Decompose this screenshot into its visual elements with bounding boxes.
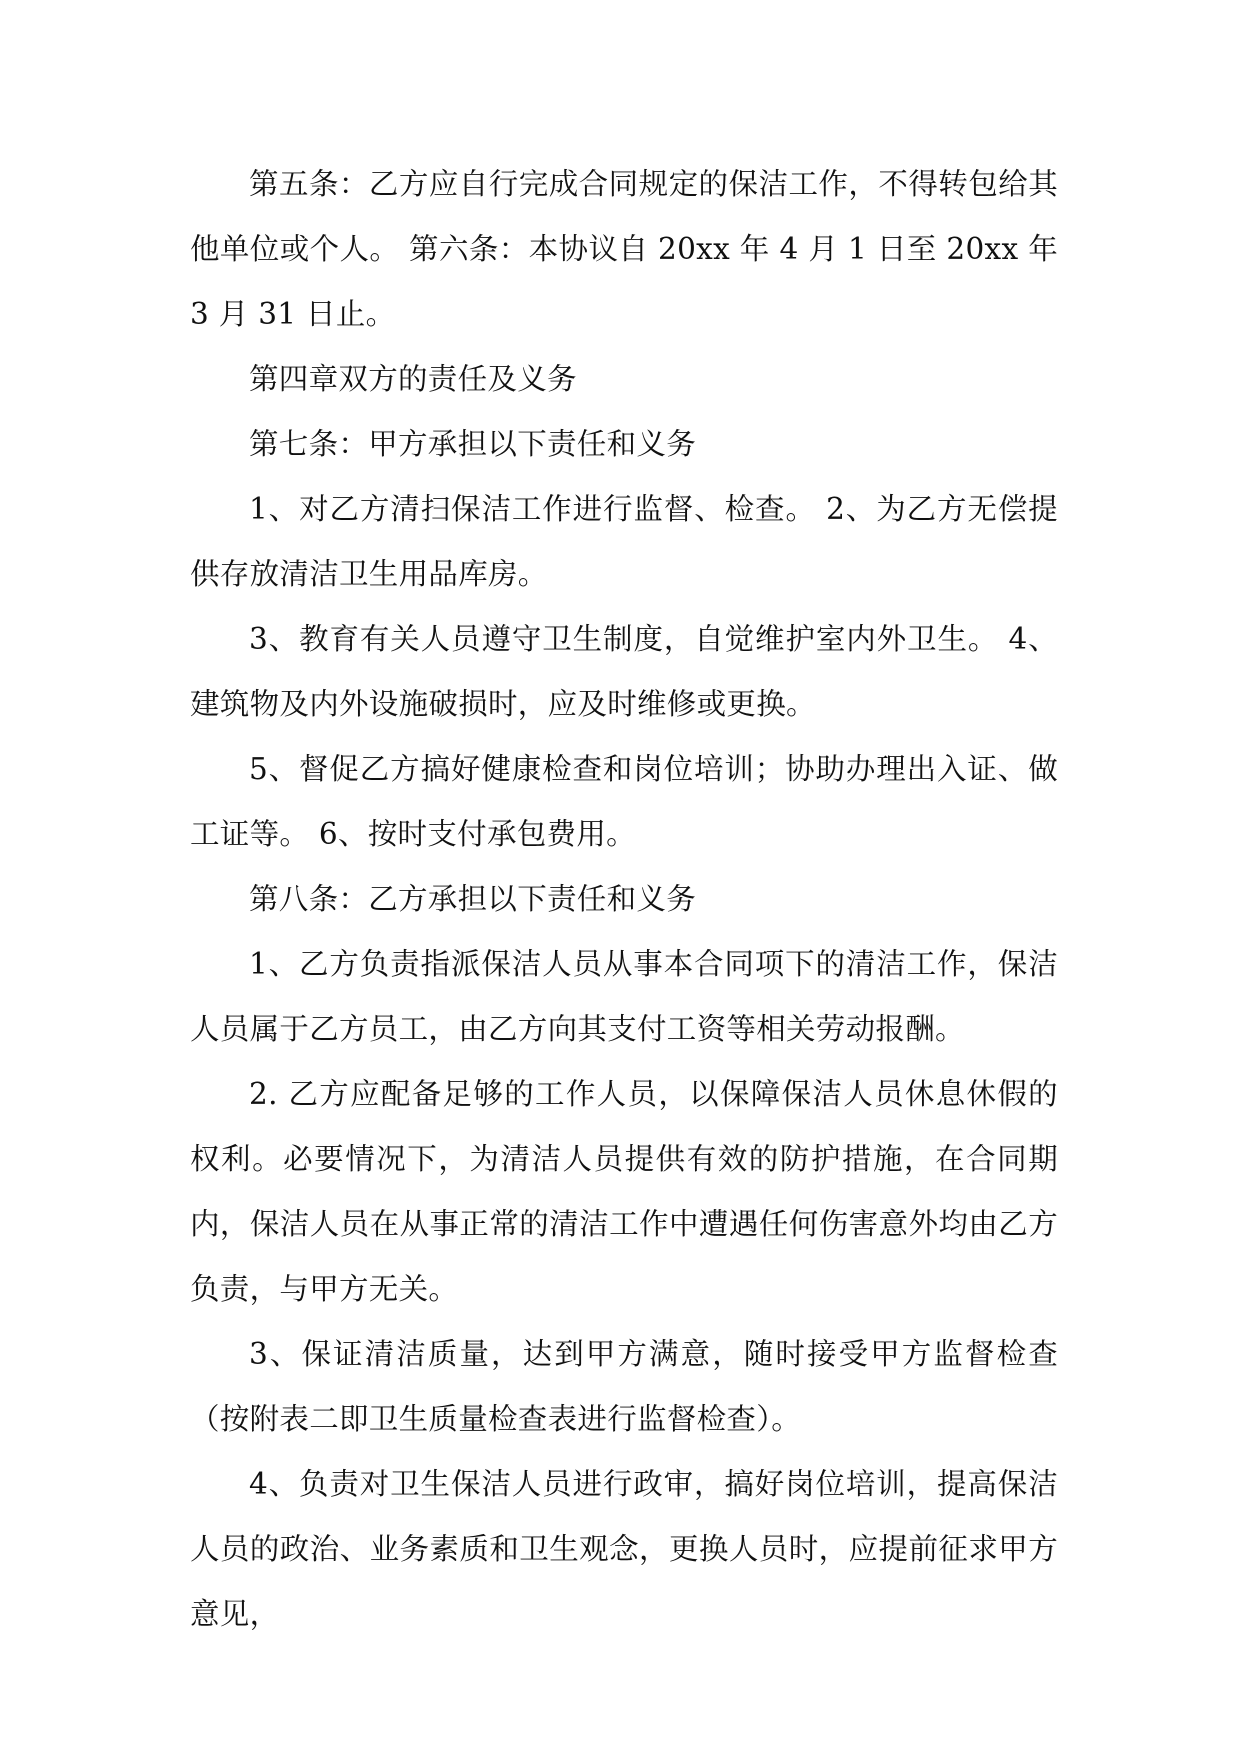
document-body bbox=[190, 152, 1058, 1647]
paragraph-party-b-item-4: 4、负责对卫生保洁人员进行政审，搞好岗位培训，提高保洁人员的政治、业务素质和卫生观念，更换人员时，应提前征求甲方意见， bbox=[190, 1467, 1058, 1631]
paragraph-party-b-item-1: 1、乙方负责指派保洁人员从事本合同项下的清洁工作，保洁人员属于乙方员工，由乙方向其支付工资等相关劳动报酬。 bbox=[190, 947, 1058, 1046]
article-8-heading: 第八条：乙方承担以下责任和义务 bbox=[249, 882, 697, 916]
paragraph-party-a-items-3-4: 3、教育有关人员遵守卫生制度，自觉维护室内外卫生。 4、建筑物及内外设施破损时，应及时维修或更换。 bbox=[190, 622, 1058, 721]
paragraph-party-a-items-1-2: 1、对乙方清扫保洁工作进行监督、检查。 2、为乙方无偿提供存放清洁卫生用品库房。 bbox=[190, 492, 1058, 591]
paragraph-party-a-items-5-6: 5、督促乙方搞好健康检查和岗位培训；协助办理出入证、做工证等。 6、按时支付承包费用。 bbox=[190, 752, 1058, 851]
article-7-heading: 第七条：甲方承担以下责任和义务 bbox=[249, 427, 697, 461]
chapter-4-heading: 第四章双方的责任及义务 bbox=[249, 362, 577, 396]
paragraph-party-b-item-2: 2. 乙方应配备足够的工作人员，以保障保洁人员休息休假的权利。必要情况下，为清洁人员提供有效的防护措施，在合同期内，保洁人员在从事正常的清洁工作中遭遇任何伤害意外均由乙方负责，与甲方无关。 bbox=[190, 1077, 1058, 1306]
paragraph-party-b-item-3: 3、保证清洁质量，达到甲方满意，随时接受甲方监督检查（按附表二即卫生质量检查表进行监督检查）。 bbox=[190, 1337, 1058, 1436]
paragraph-article-5-6: 第五条：乙方应自行完成合同规定的保洁工作，不得转包给其他单位或个人。 第六条：本协议自 20xx 年 4 月 1 日至 20xx 年 3 月 31 日止。 bbox=[190, 167, 1058, 331]
